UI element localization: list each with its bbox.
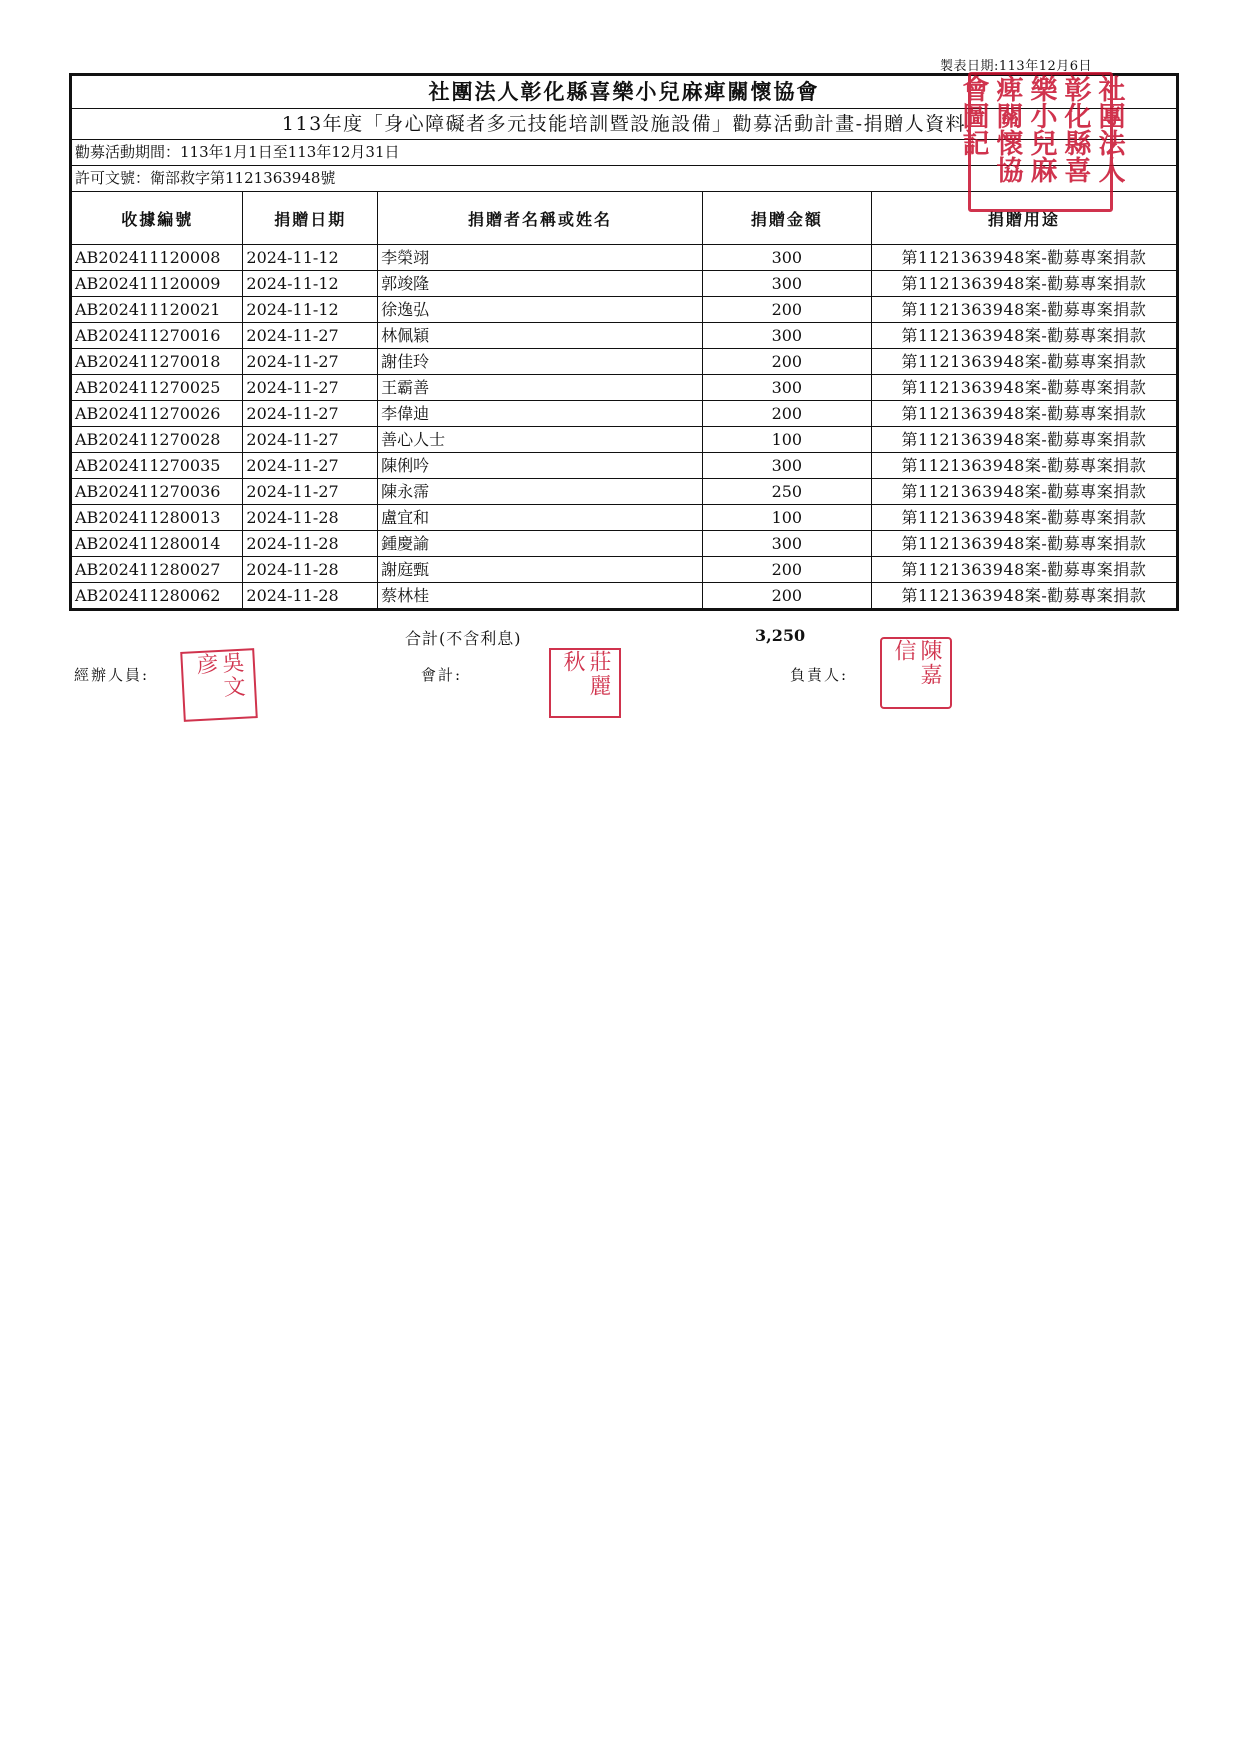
cell-date: 2024-11-27 — [243, 401, 378, 427]
cell-name: 謝庭甄 — [378, 557, 703, 583]
cell-name: 盧宜和 — [378, 505, 703, 531]
cell-amount: 300 — [702, 245, 871, 271]
accountant-seal-text: 莊麗秋 — [560, 650, 611, 698]
cell-amount: 200 — [702, 349, 871, 375]
cell-amount: 200 — [702, 583, 871, 610]
cell-use: 第1121363948案-勸募專案捐款 — [871, 401, 1176, 427]
cell-use: 第1121363948案-勸募專案捐款 — [871, 349, 1176, 375]
cell-use: 第1121363948案-勸募專案捐款 — [871, 323, 1176, 349]
cell-name: 徐逸弘 — [378, 297, 703, 323]
cell-name: 鍾慶諭 — [378, 531, 703, 557]
column-header-name: 捐贈者名稱或姓名 — [378, 192, 703, 245]
cell-date: 2024-11-12 — [243, 245, 378, 271]
cell-amount: 300 — [702, 271, 871, 297]
total-label: 合計(不含利息) — [405, 629, 522, 648]
table-row — [72, 505, 1176, 531]
cell-receipt: AB202411120009 — [72, 271, 243, 297]
table-row — [72, 271, 1176, 297]
cell-use: 第1121363948案-勸募專案捐款 — [871, 505, 1176, 531]
org-name: 社團法人彰化縣喜樂小兒麻痺關懷協會 — [72, 76, 1176, 109]
cell-name: 李榮翊 — [378, 245, 703, 271]
cell-name: 林佩穎 — [378, 323, 703, 349]
cell-amount: 200 — [702, 401, 871, 427]
accountant-label: 會計: — [421, 666, 463, 684]
cell-name: 善心人士 — [378, 427, 703, 453]
cell-name: 謝佳玲 — [378, 349, 703, 375]
column-header-date: 捐贈日期 — [243, 192, 378, 245]
cell-date: 2024-11-12 — [243, 297, 378, 323]
cell-receipt: AB202411270028 — [72, 427, 243, 453]
cell-name: 郭竣隆 — [378, 271, 703, 297]
cell-receipt: AB202411280062 — [72, 583, 243, 610]
table-row — [72, 401, 1176, 427]
cell-use: 第1121363948案-勸募專案捐款 — [871, 427, 1176, 453]
made-date: 製表日期:113年12月6日 — [940, 59, 1093, 74]
cell-receipt: AB202411280027 — [72, 557, 243, 583]
cell-amount: 200 — [702, 557, 871, 583]
table-row — [72, 245, 1176, 271]
cell-name: 蔡林桂 — [378, 583, 703, 610]
plan-title: 113年度「身心障礙者多元技能培訓暨設施設備」勸募活動計畫-捐贈人資料 — [72, 109, 1176, 140]
cell-use: 第1121363948案-勸募專案捐款 — [871, 453, 1176, 479]
cell-receipt: AB202411270025 — [72, 375, 243, 401]
cell-receipt: AB202411280013 — [72, 505, 243, 531]
cell-name: 王霸善 — [378, 375, 703, 401]
cell-use: 第1121363948案-勸募專案捐款 — [871, 245, 1176, 271]
organization-seal-text: 社團法人彰化縣喜樂小兒麻痺關懷協會圖記 — [957, 75, 1125, 183]
column-header-amount: 捐贈金額 — [702, 192, 871, 245]
organization-seal — [957, 72, 1125, 212]
table-row — [72, 479, 1176, 505]
cell-name: 陳永霈 — [378, 479, 703, 505]
table-row — [72, 453, 1176, 479]
handler-label: 經辦人員: — [74, 666, 150, 684]
cell-date: 2024-11-12 — [243, 271, 378, 297]
cell-use: 第1121363948案-勸募專案捐款 — [871, 583, 1176, 610]
cell-amount: 300 — [702, 531, 871, 557]
cell-amount: 100 — [702, 427, 871, 453]
cell-amount: 100 — [702, 505, 871, 531]
total-value: 3,250 — [755, 626, 806, 645]
cell-date: 2024-11-28 — [243, 531, 378, 557]
cell-use: 第1121363948案-勸募專案捐款 — [871, 297, 1176, 323]
table-row — [72, 349, 1176, 375]
permit-number: 許可文號：衛部救字第1121363948號 — [72, 166, 1176, 192]
cell-amount: 300 — [702, 453, 871, 479]
table-row — [72, 531, 1176, 557]
cell-receipt: AB202411270036 — [72, 479, 243, 505]
table-row — [72, 583, 1176, 610]
handler-seal — [180, 648, 258, 722]
cell-amount: 300 — [702, 323, 871, 349]
table-row — [72, 297, 1176, 323]
cell-receipt: AB202411280014 — [72, 531, 243, 557]
cell-receipt: AB202411270026 — [72, 401, 243, 427]
cell-date: 2024-11-27 — [243, 349, 378, 375]
responsible-label: 負責人: — [790, 666, 849, 684]
cell-name: 李偉迪 — [378, 401, 703, 427]
cell-receipt: AB202411120008 — [72, 245, 243, 271]
cell-date: 2024-11-28 — [243, 583, 378, 610]
table-row — [72, 557, 1176, 583]
cell-date: 2024-11-28 — [243, 557, 378, 583]
table-row — [72, 427, 1176, 453]
donor-table — [72, 192, 1176, 611]
cell-date: 2024-11-27 — [243, 479, 378, 505]
cell-use: 第1121363948案-勸募專案捐款 — [871, 375, 1176, 401]
accountant-seal — [549, 648, 621, 718]
cell-name: 陳俐吟 — [378, 453, 703, 479]
handler-seal-text: 吳文彦 — [192, 650, 246, 700]
cell-amount: 200 — [702, 297, 871, 323]
responsible-seal — [880, 637, 952, 709]
column-header-receipt: 收據編號 — [72, 192, 243, 245]
cell-receipt: AB202411120021 — [72, 297, 243, 323]
cell-date: 2024-11-27 — [243, 427, 378, 453]
cell-amount: 300 — [702, 375, 871, 401]
cell-date: 2024-11-27 — [243, 323, 378, 349]
cell-date: 2024-11-27 — [243, 375, 378, 401]
column-header-use: 捐贈用途 — [871, 192, 1176, 245]
donor-table-body — [72, 245, 1176, 610]
campaign-period: 勸募活動期間：113年1月1日至113年12月31日 — [72, 140, 1176, 166]
cell-use: 第1121363948案-勸募專案捐款 — [871, 531, 1176, 557]
cell-receipt: AB202411270016 — [72, 323, 243, 349]
cell-date: 2024-11-28 — [243, 505, 378, 531]
cell-date: 2024-11-27 — [243, 453, 378, 479]
responsible-seal-text: 陳嘉信 — [891, 639, 942, 687]
cell-amount: 250 — [702, 479, 871, 505]
cell-receipt: AB202411270035 — [72, 453, 243, 479]
cell-receipt: AB202411270018 — [72, 349, 243, 375]
cell-use: 第1121363948案-勸募專案捐款 — [871, 557, 1176, 583]
cell-use: 第1121363948案-勸募專案捐款 — [871, 479, 1176, 505]
table-row — [72, 375, 1176, 401]
cell-use: 第1121363948案-勸募專案捐款 — [871, 271, 1176, 297]
table-row — [72, 323, 1176, 349]
